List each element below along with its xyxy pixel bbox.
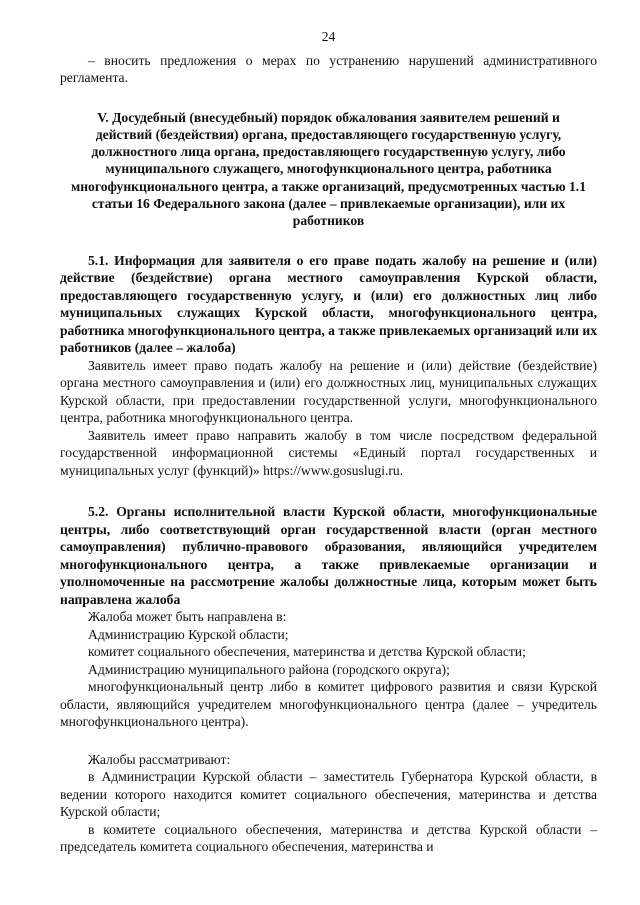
- complaint-recipients-lead: Жалоба может быть направлена в:: [88, 609, 287, 625]
- section-title: V. Досудебный (внесудебный) порядок обжалования заявителем решений и действий (бездействия) органа, предоставляющего государственную услугу, должностного лица органа, предоставляющего государственную услугу, либо муниципального служащего, многофункционального центра, работника многофункционального центра, а также организаций, предусмотренных частью 1.1 статьи 16 Федерального закона (далее – привлекаемые организации), или их работников: [70, 109, 587, 229]
- subsection-5-1-paragraph: Заявитель имеет право подать жалобу на решение и (или) действие (бездействие) органа местного самоуправления и (или) его должностных лиц, муниципальных служащих Курской области, при предоставлении государственной услуги, многофункционального центра, работника многофункционального центра.: [60, 357, 597, 426]
- complaint-recipient-item: Администрацию муниципального района (городского округа);: [88, 661, 450, 677]
- subsection-5-1-heading: 5.1. Информация для заявителя о его праве подать жалобу на решение и (или) действие (бездействие) органа местного самоуправления Курской области, предоставляющего государственную услугу, и (или) его должностных лиц либо муниципальных служащих Курской области, многофункционального центра, работника многофункционального центра, а также привлекаемых организаций или их работников (далее – жалоба): [60, 252, 597, 356]
- complaint-reviewers-lead: Жалобы рассматривают:: [88, 751, 231, 767]
- document-page: [60, 28, 597, 856]
- complaint-reviewer-item: в Администрации Курской области – заместитель Губернатора Курской области, в ведении которого находится комитет социального обеспечения, материнства и детства Курской области;: [60, 769, 597, 820]
- complaint-recipient-item: Администрацию Курской области;: [88, 626, 289, 642]
- complaint-recipient-item: многофункциональный центр либо в комитет цифрового развития и связи Курской области, являющийся учредителем многофункционального центра (далее – учредитель многофункционального центра).: [60, 679, 597, 730]
- subsection-5-2-heading: 5.2. Органы исполнительной власти Курской области, многофункциональные центры, либо соответствующий орган государственной власти (орган местного самоуправления) публично-правового образования, являющийся учредителем многофункционального центра, а также привлекаемые организации и уполномоченные на рассмотрение жалобы должностные лица, которым может быть направлена жалоба: [60, 504, 597, 607]
- page-number: 24: [321, 29, 336, 44]
- subsection-5-1-paragraph: Заявитель имеет право направить жалобу в том числе посредством федеральной государственной информационной системы «Единый портал государственных и муниципальных услуг (функций)» https://www.gosuslugi.ru.: [60, 427, 597, 478]
- complaint-recipient-item: комитет социального обеспечения, материнства и детства Курской области;: [88, 644, 526, 660]
- intro-list-item: – вносить предложения о мерах по устранению нарушений административного регламента.: [60, 52, 597, 85]
- complaint-reviewer-item: в комитете социального обеспечения, материнства и детства Курской области – председатель комитета социального обеспечения, материнства и: [60, 821, 597, 855]
